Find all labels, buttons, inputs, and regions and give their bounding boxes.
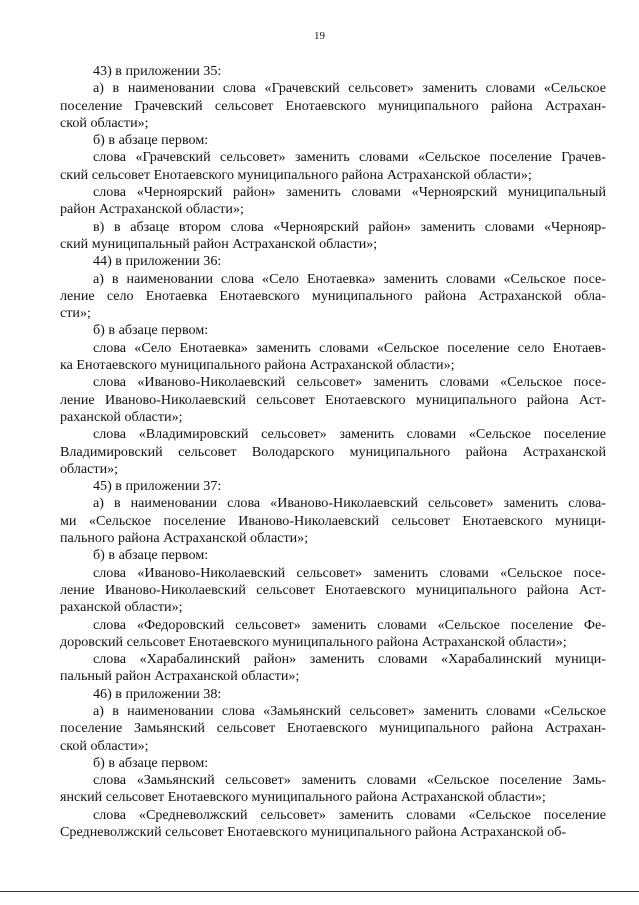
text-line: слова «Черноярский район» заменить словами «Черноярский муниципальный xyxy=(93,184,606,201)
paragraph xyxy=(60,271,606,323)
document-body xyxy=(60,63,606,841)
text-line: раханской области»; xyxy=(60,408,183,425)
text-line: а) в наименовании слова «Замьянский сельсовет» заменить словами «Сельское xyxy=(93,702,606,719)
text-line: Владимировский сельсовет Володарского муниципального района Астраханской xyxy=(60,443,606,460)
text-line: район Астраханской области»; xyxy=(60,201,244,218)
text-line: 43) в приложении 35: xyxy=(93,63,222,79)
text-line: слова «Харабалинский район» заменить словами «Харабалинский муници- xyxy=(93,651,606,668)
text-line: ление село Енотаевка Енотаевского муниципального района Астраханской обла- xyxy=(60,287,606,304)
footer-rule xyxy=(0,891,639,892)
paragraph xyxy=(60,374,606,426)
paragraph xyxy=(60,478,606,495)
text-line: 45) в приложении 37: xyxy=(93,478,222,495)
paragraph xyxy=(60,807,606,842)
paragraph xyxy=(60,322,606,339)
text-line: слова «Федоровский сельсовет» заменить словами «Сельское поселение Фе- xyxy=(93,616,606,633)
text-line: поселение Замьянский сельсовет Енотаевского муниципального района Астрахан- xyxy=(60,720,606,737)
paragraph xyxy=(60,184,606,219)
paragraph xyxy=(60,149,606,184)
text-line: доровский сельсовет Енотаевского муниципального района Астраханской области»; xyxy=(60,633,567,650)
text-line: а) в наименовании слова «Грачевский сельсовет» заменить словами «Сельское xyxy=(93,80,606,97)
paragraph xyxy=(60,253,606,270)
text-line: слова «Село Енотаевка» заменить словами «Сельское поселение село Енотаев- xyxy=(93,339,606,356)
text-line: а) в наименовании слова «Иваново-Николаевский сельсовет» заменить слова- xyxy=(93,495,606,512)
paragraph xyxy=(60,565,606,617)
page-number: 19 xyxy=(314,30,325,42)
paragraph xyxy=(60,219,606,254)
text-line: слова «Средневолжский сельсовет» заменить словами «Сельское поселение xyxy=(93,806,606,823)
text-line: слова «Владимировский сельсовет» заменить словами «Сельское поселение xyxy=(93,426,606,443)
text-line: слова «Грачевский сельсовет» заменить словами «Сельское поселение Грачев- xyxy=(93,149,606,166)
text-line: ский муниципальный район Астраханской области»; xyxy=(60,235,378,252)
paragraph xyxy=(60,755,606,772)
paragraph xyxy=(60,651,606,686)
text-line: ский сельсовет Енотаевского муниципального района Астраханской области»; xyxy=(60,166,532,183)
text-line: ми «Сельское поселение Иваново-Николаевский сельсовет Енотаевского муници- xyxy=(60,512,606,529)
text-line: б) в абзаце первом: xyxy=(93,132,209,149)
paragraph xyxy=(60,80,606,132)
text-line: а) в наименовании слова «Село Енотаевка» заменить словами «Сельское посе- xyxy=(93,270,606,287)
text-line: ка Енотаевского муниципального района Астраханской области»; xyxy=(60,357,455,374)
paragraph xyxy=(60,495,606,547)
paragraph xyxy=(60,132,606,149)
text-line: области»; xyxy=(60,460,119,477)
text-line: поселение Грачевский сельсовет Енотаевского муниципального района Астрахан- xyxy=(60,97,606,114)
text-line: пального района Астраханской области»; xyxy=(60,530,309,547)
paragraph xyxy=(60,547,606,564)
text-line: б) в абзаце первом: xyxy=(93,547,209,564)
text-line: янский сельсовет Енотаевского муниципального района Астраханской области»; xyxy=(60,789,546,806)
text-line: б) в абзаце первом: xyxy=(93,322,209,339)
text-line: 46) в приложении 38: xyxy=(93,685,222,702)
paragraph xyxy=(60,617,606,652)
text-line: 44) в приложении 36: xyxy=(93,253,222,270)
paragraph xyxy=(60,772,606,807)
text-line: ской области»; xyxy=(60,114,149,131)
text-line: в) в абзаце втором слова «Черноярский район» заменить словами «Чернояр- xyxy=(93,218,606,235)
text-line: сти»; xyxy=(60,305,91,322)
text-line: ление Иваново-Николаевский сельсовет Енотаевского муниципального района Аст- xyxy=(60,581,606,598)
text-line: Средневолжский сельсовет Енотаевского муниципального района Астраханской об- xyxy=(60,824,567,841)
text-line: раханской области»; xyxy=(60,599,183,616)
paragraph xyxy=(60,426,606,478)
paragraph xyxy=(60,686,606,703)
text-line: слова «Ивановo-Николаевский сельсовет» заменить словами «Сельское посе- xyxy=(93,374,606,391)
text-line: б) в абзаце первом: xyxy=(93,754,209,771)
paragraph xyxy=(60,63,606,80)
text-line: ской области»; xyxy=(60,737,149,754)
text-line: слова «Замьянский сельсовет» заменить словами «Сельское поселение Замь- xyxy=(93,772,606,789)
paragraph xyxy=(60,703,606,755)
text-line: ление Иваново-Николаевский сельсовет Енотаевского муниципального района Аст- xyxy=(60,391,606,408)
paragraph xyxy=(60,340,606,375)
text-line: слова «Иваново-Николаевский сельсовет» заменить словами «Сельское посе- xyxy=(93,564,606,581)
text-line: пальный район Астраханской области»; xyxy=(60,668,300,685)
